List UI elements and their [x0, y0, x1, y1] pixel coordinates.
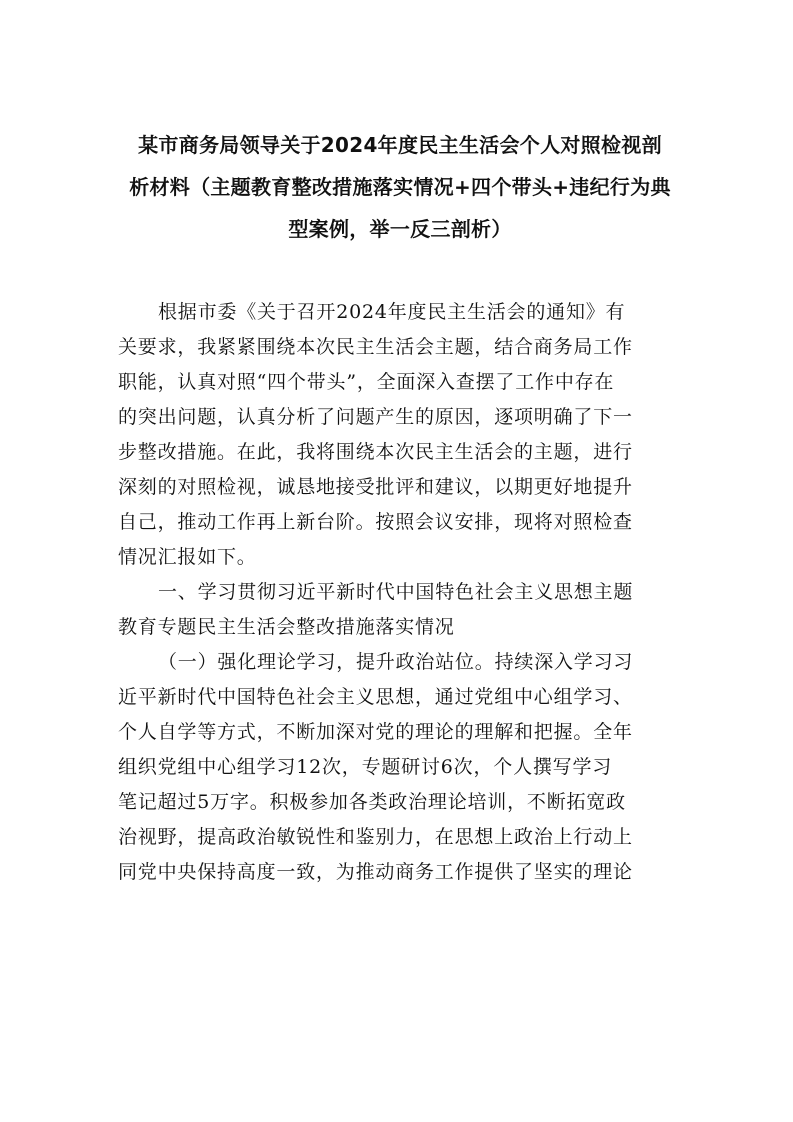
subsection-paragraph [118, 645, 684, 890]
text-line: 治视野，提高政治敏锐性和鉴别力，在思想上政治上行动上 [118, 826, 633, 848]
text-line: 一、学习贯彻习近平新时代中国特色社会主义思想主题 [158, 581, 634, 603]
document-title [118, 124, 682, 250]
title-line: 某市商务局领导关于2024年度民主生活会个人对照检视剖 [138, 133, 662, 157]
text-line: 个人自学等方式，不断加深对党的理论的理解和把握。全年 [118, 721, 633, 743]
text-line: 情况汇报如下。 [118, 546, 257, 568]
text-line: 组织党组中心组学习12次，专题研讨6次，个人撰写学习 [118, 756, 613, 778]
document-body [118, 295, 684, 890]
intro-paragraph [118, 295, 684, 575]
title-line: 析材料（主题教育整改措施落实情况+四个带头+违纪行为典 [129, 175, 671, 199]
text-line: 职能，认真对照“四个带头”，全面深入查摆了工作中存在 [118, 371, 615, 393]
text-line: 近平新时代中国特色社会主义思想，通过党组中心组学习、 [118, 686, 633, 708]
section-heading [118, 575, 684, 645]
text-line: 自己，推动工作再上新台阶。按照会议安排，现将对照检查 [118, 511, 633, 533]
text-line: 关要求，我紧紧围绕本次民主生活会主题，结合商务局工作 [118, 336, 633, 358]
text-line: 的突出问题，认真分析了问题产生的原因，逐项明确了下一 [118, 406, 633, 428]
text-line: 同党中央保持高度一致，为推动商务工作提供了坚实的理论 [118, 861, 633, 883]
title-line: 型案例，举一反三剖析） [288, 217, 512, 241]
text-line: 笔记超过5万字。积极参加各类政治理论培训，不断拓宽政 [118, 791, 626, 813]
text-line: 教育专题民主生活会整改措施落实情况 [118, 616, 455, 638]
text-line: 步整改措施。在此，我将围绕本次民主生活会的主题，进行 [118, 441, 633, 463]
text-line: 深刻的对照检视，诚恳地接受批评和建议，以期更好地提升 [118, 476, 633, 498]
text-line: （一）强化理论学习，提升政治站位。持续深入学习习 [158, 651, 634, 673]
text-line: 根据市委《关于召开2024年度民主生活会的通知》有 [158, 301, 626, 323]
